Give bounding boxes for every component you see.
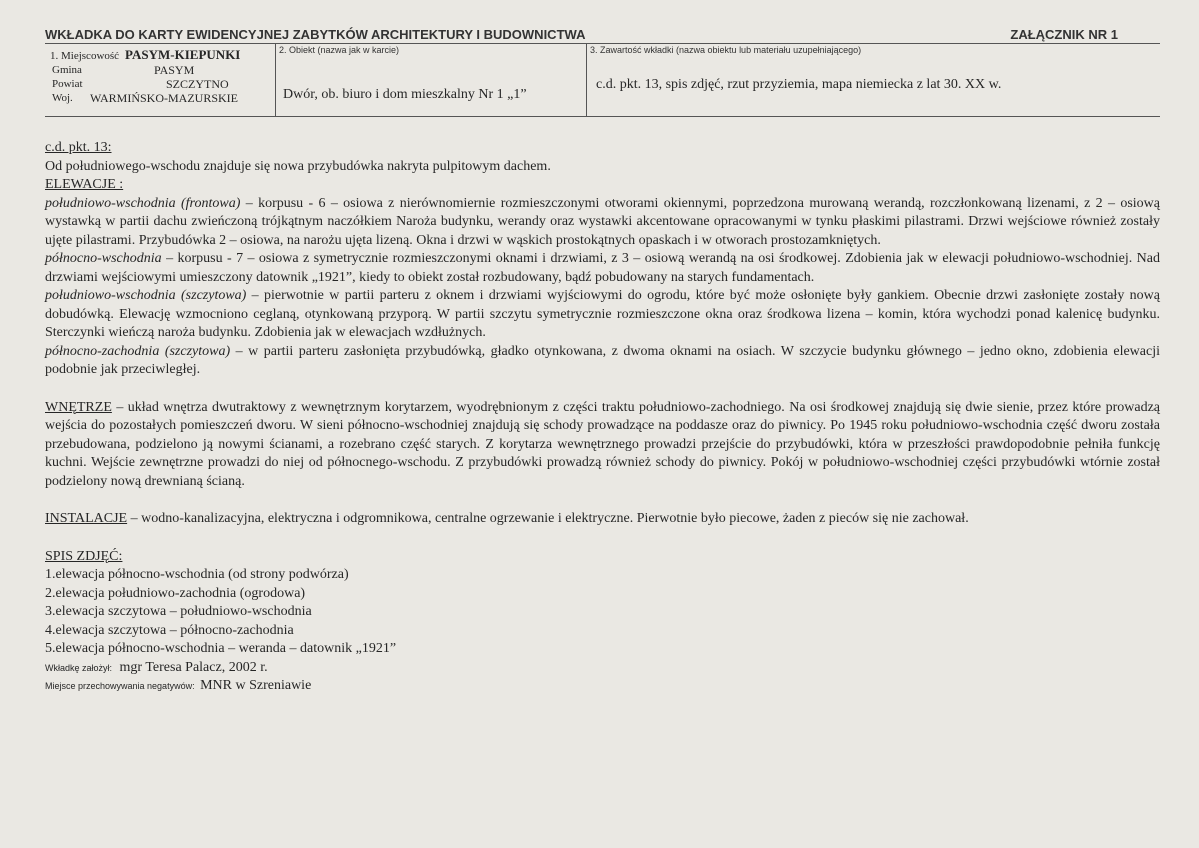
- object-box: [279, 45, 584, 102]
- gmina-label: Gmina: [52, 64, 82, 76]
- table-divider-1: [275, 43, 276, 116]
- storage-label: Miejsce przechowywania negatywów:: [45, 681, 195, 691]
- photo-list-item: 2.elewacja południowo-zachodnia (ogrodowa): [45, 585, 306, 601]
- powiat-row: [50, 77, 272, 91]
- spacer: [45, 491, 1160, 510]
- location-value: PASYM-KIEPUNKI: [125, 47, 241, 62]
- location-row: [50, 48, 272, 63]
- elevation-1-title: południowo-wschodnia (frontowa): [45, 195, 241, 211]
- elevations-heading: ELEWACJE :: [45, 177, 124, 192]
- elevation-2-title: północno-wschodnia: [45, 251, 162, 266]
- cd-text: Od południowego-wschodu znajduje się nowa przybudówka nakryta pulpitowym dachem.: [45, 158, 551, 174]
- elevation-paragraph-4: [45, 343, 1160, 380]
- installations-text: – wodno-kanalizacyjna, elektryczna i odgromnikowa, centralne ogrzewanie i elektryczne. Pierwotnie było piecowe, żaden z pieców się nie zachował.: [127, 511, 969, 526]
- interior-paragraph: [45, 399, 1160, 492]
- woj-value: WARMIŃSKO-MAZURSKIE: [90, 91, 239, 105]
- powiat-value: SZCZYTNO: [166, 77, 229, 91]
- cd-heading: c.d. pkt. 13:: [45, 140, 112, 155]
- interior-text: – układ wnętrza dwutraktowy z wewnętrznym korytarzem, wyodrębnionym z części traktu południowo-zachodniego. Na osi środkowej znajdują się dwie sienie, przez które prowadzą wejścia do pozostałych pomieszczeń dworu. W sieni północno-wschodniej znajdują się schody prowadzące na poddasze oraz do piwnicy. Po 1945 roku południowo-wschodnia część dworu została przebudowana, podzielono ją nowymi ścianami, a rozebrano część starych. Z korytarza wewnętrznego prowadzi przejście do przybudówki, która w przeszłości prawdopodobnie pełniła funkcję kuchni. Wejście zewnętrzne prowadzi do niej od północnego-wschodu. Z przybudówki prowadzą również schody do piwnicy. Pokój w południowo-wschodniej części przybudówki wtórnie został podzielony nową drewnianą ścianą.: [45, 399, 1160, 489]
- document-body: [45, 139, 1160, 696]
- powiat-label: Powiat: [52, 78, 83, 90]
- gmina-row: [50, 63, 272, 77]
- table-top-border: [45, 43, 1160, 44]
- content-box: [590, 45, 1155, 92]
- object-value: Dwór, ob. biuro i dom mieszkalny Nr 1 „1”: [283, 87, 527, 102]
- installations-heading: INSTALACJE: [45, 511, 128, 526]
- spacer: [45, 529, 1160, 548]
- storage-row: [45, 677, 1160, 696]
- elevation-4-title: północno-zachodnia (szczytowa): [45, 343, 231, 359]
- gmina-value: PASYM: [154, 63, 195, 77]
- author-value: mgr Teresa Palacz, 2002 r.: [119, 659, 268, 675]
- table-bottom-border: [45, 116, 1160, 117]
- elevation-3-text: – pierwotnie w partii parteru z oknem i drzwiami wyjściowymi do ogrodu, które być może osłonięte były gankiem. Obecnie drzwi zasłonięte zostały nową dobudówką. Elewację wzmocniono ceglaną, otynkowaną przyporą. W partii szczytu symetrycznie rozmieszczone okna oraz środkowa lizena – komin, która wychodzi ponad kalenicę budynku. Sterczynki wieńczą naroża budynku. Zdobienia jak w elewacjach wzdłużnych.: [45, 288, 1160, 340]
- spacer: [45, 380, 1160, 399]
- elevation-paragraph-1: [45, 195, 1160, 251]
- woj-row: [50, 91, 272, 105]
- content-value: c.d. pkt. 13, spis zdjęć, rzut przyziemia, mapa niemiecka z lat 30. XX w.: [596, 77, 1002, 92]
- content-label: 3. Zawartość wkładki (nazwa obiektu lub materiału uzupełniającego): [590, 45, 862, 55]
- elevation-2-text: – korpusu - 7 – osiowa z symetrycznie rozmieszczonymi oknami i drzwiami, z 3 – osiową werandą na osi środkowej. Zdobienia jak w elewacji południowo-wschodniej. Nad drzwiami wejściowymi umieszczony datownik „1921”, kiedy to obiekt został rozbudowany, bądź pobudowany na starych fundamentach.: [45, 251, 1160, 285]
- installations-paragraph: [45, 510, 1160, 529]
- photo-list-item: 3.elewacja szczytowa – południowo-wschodnia: [45, 604, 312, 619]
- woj-label: Woj.: [52, 92, 73, 104]
- elevation-3-title: południowo-wschodnia (szczytowa): [45, 288, 247, 303]
- photos-heading: SPIS ZDJĘĆ:: [45, 548, 123, 564]
- document-title: WKŁADKA DO KARTY EWIDENCYJNEJ ZABYTKÓW ARCHITEKTURY I BUDOWNICTWA: [45, 27, 586, 42]
- storage-value: MNR w Szreniawie: [200, 678, 312, 693]
- elevation-1-text: – korpusu - 6 – osiowa z nierównomiernie rozmieszczonymi otworami okiennymi, poprzedzona murowaną werandą, rozczłonkowaną lizenami, z 2 – osiową wystawką w partii dachu zwieńczoną trójkątnym naczółkiem Naroża budynku, werandy oraz wystawki akcentowane opracowanymi w tynku płaskimi pilastrami. Drzwi wejściowe również zostały ujęte pilastrami. Przybudówka 2 – osiowa, na narożu ujęta lizeną. Okna i drzwi w wąskich prostokątnych opaskach i w otworach prostozamkniętych.: [45, 195, 1161, 248]
- photo-list-item: 1.elewacja północno-wschodnia (od strony podwórza): [45, 567, 349, 582]
- author-label: Wkładkę założył:: [45, 662, 113, 673]
- author-row: [45, 659, 1160, 678]
- elevation-paragraph-3: [45, 287, 1160, 343]
- header-row: [45, 27, 1160, 43]
- table-divider-2: [586, 43, 587, 116]
- elevation-4-text: – w partii parteru zasłonięta przybudówką, gładko otynkowana, z dwoma oknami na osiach. W szczycie budynku głównego – jedno okno, zdobienia elewacji podobnie jak przeciwległej.: [45, 343, 1160, 377]
- object-label: 2. Obiekt (nazwa jak w karcie): [279, 45, 400, 55]
- elevation-paragraph-2: [45, 250, 1160, 287]
- attachment-number: ZAŁĄCZNIK NR 1: [1010, 27, 1118, 42]
- photo-list-item: 4.elewacja szczytowa – północno-zachodnia: [45, 622, 294, 638]
- photo-list-item: 5.elewacja północno-wschodnia – weranda – datownik „1921”: [45, 641, 397, 656]
- location-label: 1. Miejscowość: [50, 50, 120, 62]
- location-box: [50, 48, 272, 105]
- interior-heading: WNĘTRZE: [45, 399, 112, 415]
